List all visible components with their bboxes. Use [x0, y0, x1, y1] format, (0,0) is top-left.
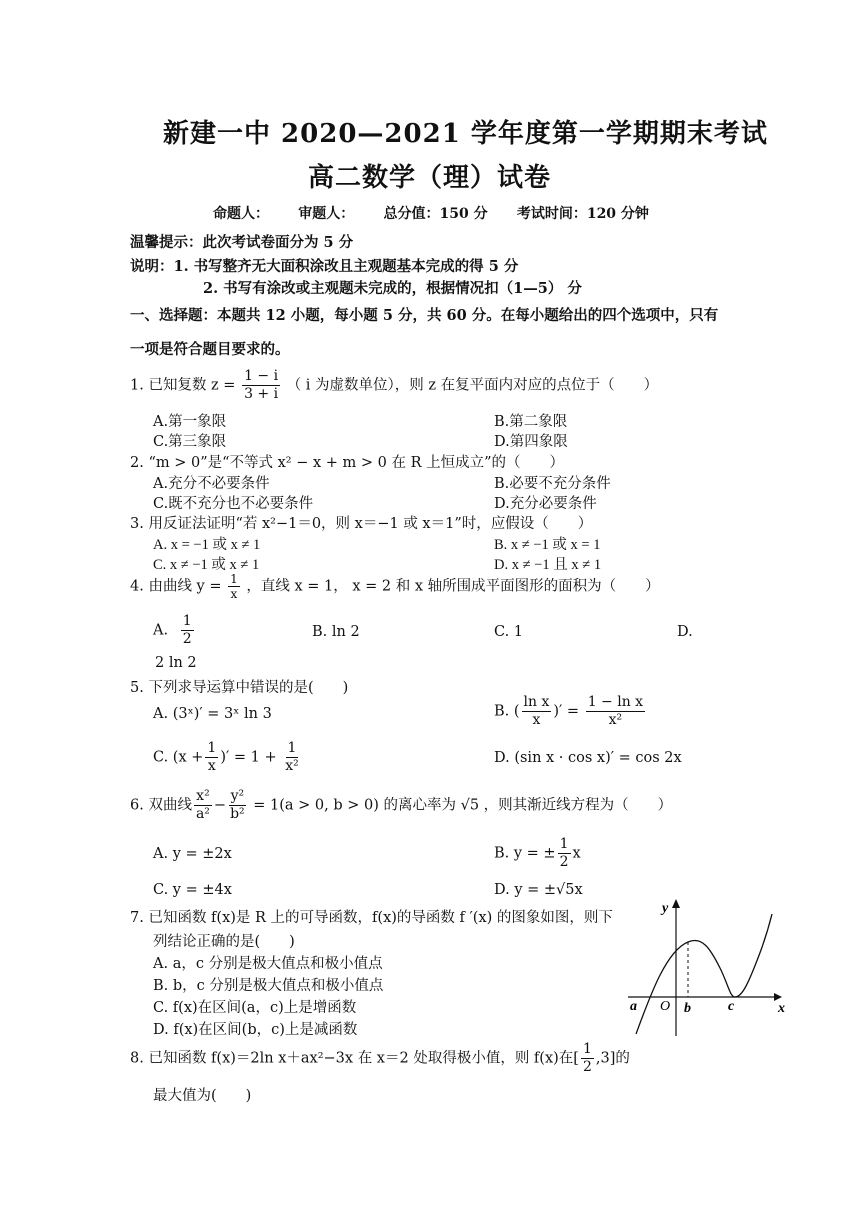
q7-option-a: A. a，c 分别是极大值点和极小值点 [153, 956, 383, 972]
q5-option-b [494, 694, 647, 729]
q5-c-mid: )′ = 1 + [220, 749, 277, 766]
q1-stem-post: （ i 为虚数单位），则 z 在复平面内对应的点位于（ ） [286, 377, 659, 394]
q5-b-num-2: 1 − ln x [587, 694, 644, 710]
label-y: y [662, 901, 669, 916]
q5-option-d: D. (sin x · cos x)′ = cos 2x [494, 750, 682, 766]
q1-stem-pre: 1. 已知复数 z = [130, 377, 236, 394]
q5-c-num-2: 1 [287, 740, 297, 756]
q5-b-den-2: x² [608, 712, 623, 728]
q7-option-d: D. f(x)在区间(b，c)上是减函数 [153, 1022, 358, 1038]
question-2-stem: 2. “m > 0”是“不等式 x² − x + m > 0 在 R 上恒成立”的（ ） [130, 455, 565, 471]
question-8-stem [130, 1041, 630, 1076]
q1-option-a: A.第一象限 [153, 414, 227, 430]
q4-option-b: B. ln 2 [312, 624, 360, 640]
label-b: b [684, 1001, 691, 1016]
q1-fraction-num: 1 − i [244, 368, 279, 384]
q4-fraction [228, 572, 240, 601]
q4-fraction-den: x [230, 587, 238, 601]
q4-option-d-value: 2 ln 2 [155, 655, 197, 671]
q6-den-2: b² [230, 806, 245, 822]
q5-b-fraction-1 [522, 694, 552, 729]
question-7-stem-line-1: 7. 已知函数 f(x)是 R 上的可导函数，f(x)的导函数 f ′(x) 的图象如图，则下 [130, 910, 613, 926]
q1-fraction-den: 3 + i [244, 386, 279, 402]
q5-c-den-1: x [207, 758, 216, 774]
y-axis-arrow [672, 899, 680, 908]
q6-option-c: C. y = ±4x [153, 882, 232, 898]
q4-option-a-label: A. [153, 622, 169, 639]
q5-c-fraction-1 [205, 740, 218, 775]
explain-line-1: 说明：1. 书写整齐无大面积涂改且主观题基本完成的得 5 分 [130, 258, 519, 275]
q6-stem-post: = 1(a > 0, b > 0) 的离心率为 √5 ，则其渐近线方程为（ ） [253, 797, 673, 814]
q6-option-a: A. y = ±2x [153, 846, 232, 862]
exam-meta: 命题人： 审题人： 总分值：150 分 考试时间：120 分钟 [213, 206, 649, 222]
question-1-stem [130, 368, 658, 403]
tip-line: 温馨提示：此次考试卷面分为 5 分 [130, 234, 354, 251]
q3-option-c: C. x ≠ −1 或 x ≠ 1 [153, 557, 260, 573]
q6-b-num: 1 [559, 836, 569, 852]
q4-stem-post: ，直线 x = 1， x = 2 和 x 轴所围成平面图形的面积为（ ） [246, 578, 660, 595]
q5-c-pre: C. (x + [153, 749, 204, 766]
q4-option-a-num: 1 [182, 613, 192, 629]
q3-option-d: D. x ≠ −1 且 x ≠ 1 [494, 557, 602, 573]
q6-option-d: D. y = ±√5x [494, 882, 583, 898]
q6-b-post: x [572, 845, 581, 862]
q1-fraction [242, 368, 280, 403]
question-8-stem-line-2: 最大值为( ) [153, 1088, 252, 1104]
q6-minus: − [213, 797, 227, 814]
q5-b-fraction-2 [586, 694, 645, 729]
question-7-stem-line-2: 列结论正确的是( ) [153, 934, 295, 950]
q4-option-d-label: D. [677, 624, 693, 640]
q4-stem-pre: 4. 由曲线 y = [130, 578, 222, 595]
question-4-stem [130, 572, 660, 601]
q5-b-mid: )′ = [553, 703, 580, 720]
q7-option-c: C. f(x)在区间(a，c)上是增函数 [153, 1000, 357, 1016]
q8-den: 2 [582, 1059, 592, 1075]
section-heading-line-2: 一项是符合题目要求的。 [130, 341, 290, 358]
q4-option-a-den: 2 [182, 631, 192, 647]
question-3-stem: 3. 用反证法证明“若 x²−1＝0，则 x＝−1 或 x＝1”时，应假设（ ） [130, 516, 593, 532]
q8-num: 1 [582, 1041, 592, 1057]
q3-option-b: B. x ≠ −1 或 x = 1 [494, 537, 601, 553]
q6-option-b [494, 836, 581, 871]
q8-stem-pre: 8. 已知函数 f(x)＝2ln x＋ax²−3x 在 x＝2 处取得极小值，则 f(x)在[ [130, 1050, 579, 1067]
q6-num-2: y² [230, 788, 245, 804]
q3-option-a: A. x = −1 或 x ≠ 1 [153, 537, 261, 553]
q2-option-d: D.充分必要条件 [494, 496, 597, 512]
q6-b-pre: B. y = ± [494, 845, 556, 862]
section-heading-line-1: 一、选择题：本题共 12 小题，每小题 5 分，共 60 分。在每小题给出的四个选项中，只有 [130, 307, 719, 324]
q2-option-c: C.既不充分也不必要条件 [153, 496, 314, 512]
q5-option-a: A. (3ˣ)′ = 3ˣ ln 3 [153, 706, 272, 722]
x-axis-arrow [774, 993, 782, 1001]
q7-option-b: B. b，c 分别是极大值点和极小值点 [153, 978, 384, 994]
explain-line-2: 2. 书写有涂改或主观题未完成的，根据情况扣（1—5） 分 [203, 280, 582, 297]
q5-b-pre: B. ( [494, 703, 520, 720]
q8-fraction [581, 1041, 594, 1076]
q6-b-den: 2 [559, 854, 569, 870]
q5-b-den-1: x [532, 712, 541, 728]
q4-option-a-fraction [181, 613, 194, 648]
label-c: c [728, 999, 735, 1014]
q6-fraction-1 [194, 788, 212, 823]
q6-b-fraction [558, 836, 571, 871]
q5-b-num-1: ln x [523, 694, 550, 710]
exam-subtitle: 高二数学（理）试卷 [308, 163, 552, 193]
q5-option-c [153, 740, 303, 775]
q1-option-b: B.第二象限 [494, 414, 568, 430]
q2-option-b: B.必要不充分条件 [494, 476, 611, 492]
label-a: a [630, 999, 637, 1014]
exam-title: 新建一中 2020—2021 学年度第一学期期末考试 [163, 119, 768, 149]
q5-c-num-1: 1 [207, 740, 217, 756]
q2-option-a: A.充分不必要条件 [153, 476, 270, 492]
derivative-curve [636, 914, 772, 1034]
q1-option-c: C.第三象限 [153, 434, 227, 450]
q6-stem-pre: 6. 双曲线 [130, 797, 192, 814]
q5-c-den-2: x² [285, 758, 299, 774]
question-6-stem [130, 788, 672, 823]
q6-den-1: a² [195, 806, 210, 822]
q8-stem-post: ,3]的 [595, 1050, 630, 1067]
q4-fraction-num: 1 [230, 572, 238, 586]
q4-option-c: C. 1 [494, 624, 524, 640]
q1-option-d: D.第四象限 [494, 434, 568, 450]
label-x: x [778, 1001, 785, 1016]
label-origin: O [660, 999, 671, 1014]
question-5-stem: 5. 下列求导运算中错误的是( ) [130, 680, 349, 696]
derivative-graph-figure [628, 896, 788, 1041]
q6-fraction-2 [228, 788, 247, 823]
q6-num-1: x² [196, 788, 210, 804]
q5-c-fraction-2 [283, 740, 301, 775]
q4-option-a [153, 613, 196, 648]
